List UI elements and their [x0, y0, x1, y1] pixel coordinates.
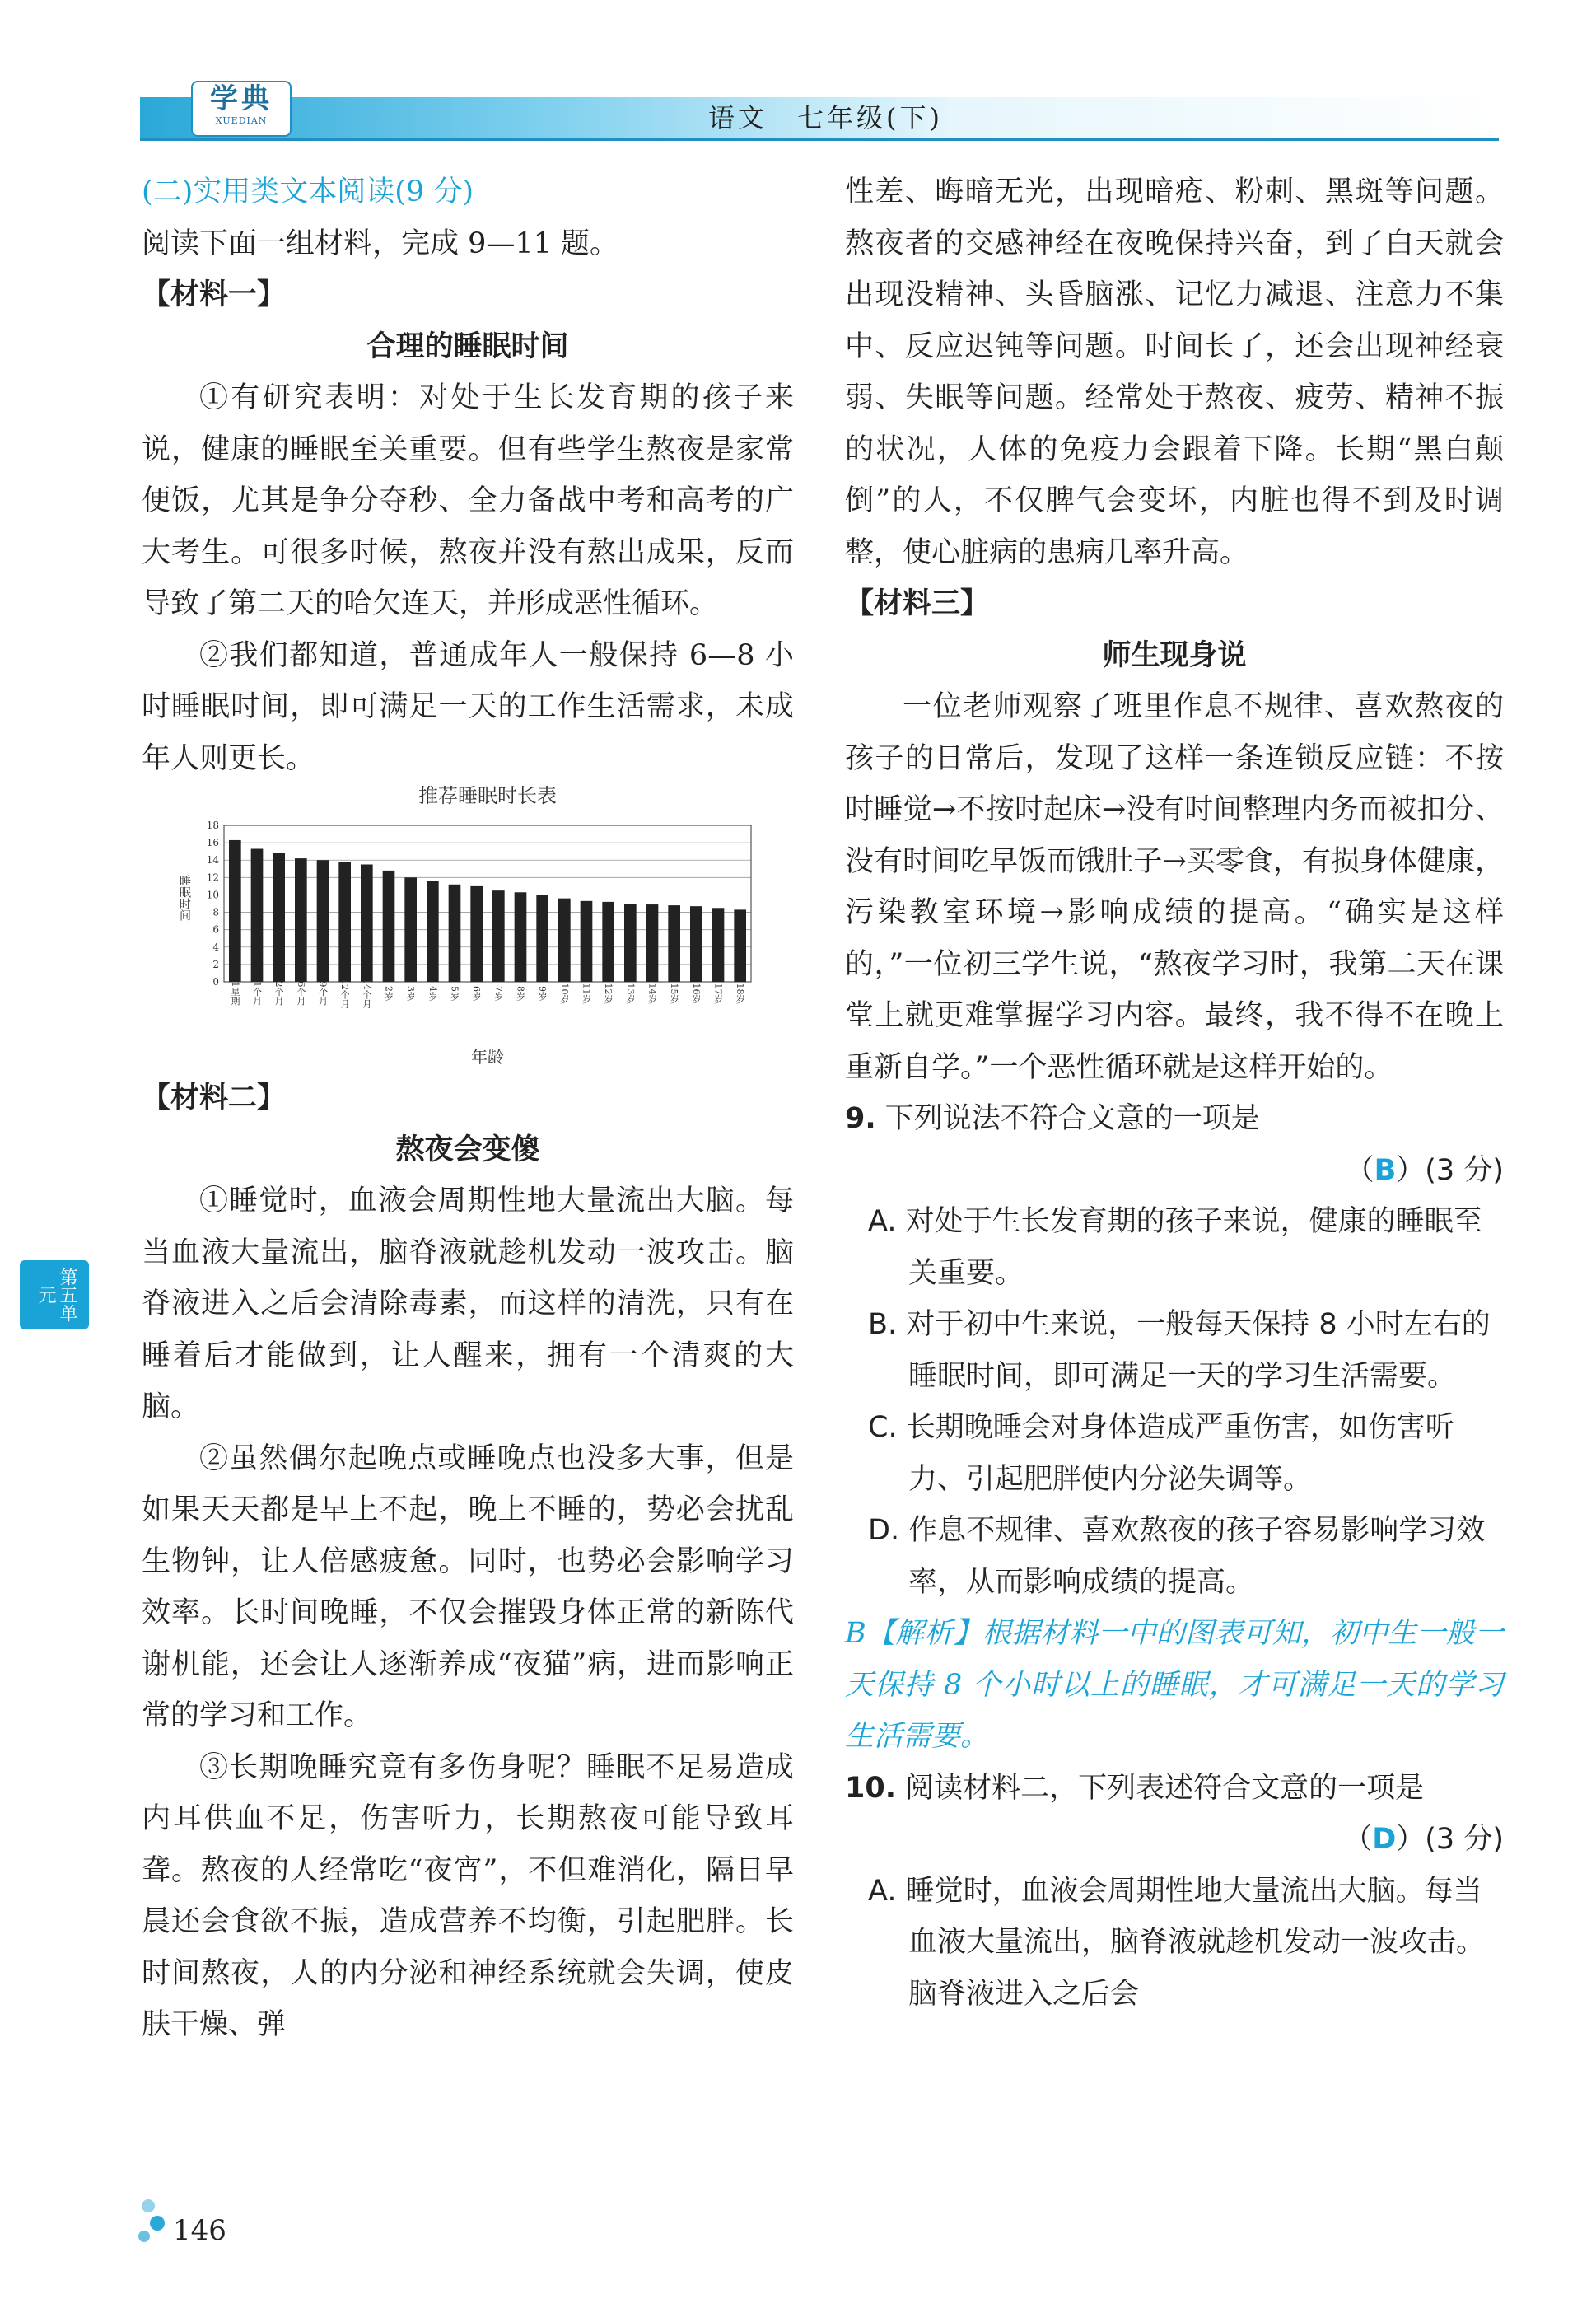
bar-1星期: [229, 840, 241, 982]
x-tick-label: 2岁: [383, 986, 394, 1001]
bar-3岁: [404, 877, 417, 982]
section-heading: (二)实用类文本阅读(9 分): [142, 175, 474, 208]
page-header-title: 语文 七年级(下): [708, 102, 943, 133]
left-column: [142, 166, 794, 2051]
x-tick-label: 18岁: [735, 983, 746, 1004]
question-9-answer-line: [845, 1145, 1504, 1197]
x-tick-label: 1个月: [251, 981, 263, 1006]
material-2-label: 【材料二】: [142, 1081, 287, 1114]
page-number: 146: [173, 2214, 226, 2247]
sleep-chart-svg: [142, 784, 794, 1072]
logo-subtext: XUEDIAN: [215, 115, 268, 126]
y-tick-label: 14: [206, 854, 219, 867]
y-tick-label: 16: [206, 837, 219, 849]
x-tick-label: 12岁: [603, 983, 614, 1004]
x-tick-label: 14个月: [361, 979, 372, 1008]
question-9-score: ）(3 分): [1396, 1153, 1504, 1187]
y-tick-label: 10: [206, 889, 219, 901]
bar-6岁: [470, 886, 483, 982]
unit-side-tab: 第五单元: [20, 1260, 89, 1329]
chart-title: 推荐睡眠时长表: [418, 784, 557, 807]
x-tick-label: 6岁: [471, 986, 483, 1001]
material-2-paragraph-1: ①睡觉时，血液会周期性地大量流出大脑。每当血液大量流出，脑脊液就趁机发动一波攻击。脑脊液进入之后会清除毒素，而这样的清洗，只有在睡着后才能做到，让人醒来，拥有一个清爽的大脑。: [142, 1184, 794, 1423]
question-10-number: 10.: [845, 1771, 897, 1805]
answer-paren-open: （: [1345, 1153, 1374, 1187]
question-9-option-a: A. 对处于生长发育期的孩子来说，健康的睡眠至关重要。: [868, 1205, 1482, 1290]
y-tick-label: 2: [212, 958, 219, 970]
material-1-paragraph-1: ①有研究表明：对处于生长发育期的孩子来说，健康的睡眠至关重要。但有些学生熬夜是家常便饭，尤其是争分夺秒、全力备战中考和高考的广大考生。可很多时候，熬夜并没有熬出成果，反而导致了第二天的哈欠连天，并形成恶性循环。: [142, 381, 794, 620]
x-tick-label: 13岁: [624, 983, 636, 1004]
bar-9个月: [317, 860, 329, 982]
y-tick-label: 6: [212, 923, 219, 936]
material-2-paragraph-3: ③长期晚睡究竟有多伤身呢？睡眠不足易造成内耳供血不足，伤害听力，长期熬夜可能导致耳聋。熬夜的人经常吃“夜宵”，不但难消化，隔日早晨还会食欲不振，造成营养不均衡，引起肥胖。长时间熬夜，人的内分泌和神经系统就会失调，使皮肤干燥、弹: [142, 1750, 794, 2041]
logo-text: 学典: [210, 82, 273, 115]
sleep-chart: [142, 784, 794, 1072]
x-tick-label: 3岁: [405, 986, 417, 1001]
bar-15岁: [668, 905, 680, 982]
question-10-option-a: A. 睡觉时，血液会周期性地大量流出大脑。每当血液大量流出，脑脊液就趁机发动一波攻击。脑脊液进入之后会: [868, 1874, 1486, 2011]
header-rule: [140, 138, 1499, 141]
x-tick-label: 10岁: [558, 983, 570, 1004]
y-tick-label: 12: [206, 871, 219, 884]
material-3-title: 师生现身说: [1102, 638, 1247, 672]
question-9-option-c: C. 长期晚睡会对身体造成严重伤害，如伤害听力、引起肥胖使内分泌失调等。: [868, 1411, 1454, 1496]
x-tick-label: 9个月: [317, 981, 329, 1006]
x-axis-label: 年龄: [471, 1047, 504, 1067]
material-1-paragraph-2: ②我们都知道，普通成年人一般保持 6—8 小时睡眠时间，即可满足一天的工作生活需求，未成年人则更长。: [142, 638, 794, 775]
material-3-label: 【材料三】: [845, 586, 990, 620]
x-tick-label: 8岁: [515, 986, 526, 1001]
bar-7岁: [492, 890, 505, 982]
material-2-title: 熬夜会变傻: [395, 1133, 540, 1166]
y-tick-label: 8: [212, 906, 219, 918]
material-2-continued: 性差、晦暗无光，出现暗疮、粉刺、黑斑等问题。熬夜者的交感神经在夜晚保持兴奋，到了白天就会出现没精神、头昏脑涨、记忆力减退、注意力不集中、反应迟钝等问题。时间长了，还会出现神经衰弱、失眠等问题。经常处于熬夜、疲劳、精神不振的状况，人体的免疫力会跟着下降。长期“黑白颠倒”的人，不仅脾气会变坏，内脏也得不到及时调整，使心脏病的患病几率升高。: [845, 175, 1504, 569]
bar-2个月: [273, 853, 285, 982]
answer-paren-open: （: [1343, 1823, 1373, 1856]
y-axis-label: 睡眠时间: [178, 875, 191, 921]
question-9-option-d: D. 作息不规律、喜欢熬夜的孩子容易影响学习效率，从而影响成绩的提高。: [868, 1514, 1486, 1599]
question-10-answer-line: [845, 1814, 1504, 1866]
material-1-title: 合理的睡眠时间: [366, 329, 569, 363]
bar-11岁: [581, 901, 593, 982]
bar-12岁: [602, 902, 614, 982]
x-tick-label: 1星期: [229, 981, 240, 1006]
question-10: [845, 1763, 1504, 1815]
question-9-number: 9.: [845, 1102, 876, 1135]
bar-18岁: [734, 909, 746, 982]
material-2-paragraph-2: ②虽然偶尔起晚点或睡晚点也没多大事，但是如果天天都是早上不起，晚上不睡的，势必会扰乱生物钟，让人倍感疲惫。同时，也势必会影响学习效率。长时间晚睡，不仅会摧毁身体正常的新陈代谢机能，还会让人逐渐养成“夜猫”病，进而影响正常的学习和工作。: [142, 1441, 794, 1732]
x-tick-label: 17岁: [712, 983, 724, 1004]
x-tick-label: 6个月: [295, 981, 306, 1006]
question-9-answer: B: [1374, 1153, 1397, 1187]
x-tick-label: 11岁: [581, 983, 592, 1004]
instruction: 阅读下面一组材料，完成 9—11 题。: [142, 227, 619, 260]
question-9-option-b: B. 对于初中生来说，一般每天保持 8 小时左右的睡眠时间，即可满足一天的学习生活需要。: [868, 1308, 1491, 1393]
brand-logo: [191, 81, 292, 137]
x-tick-label: 9岁: [537, 986, 548, 1001]
question-9: [845, 1093, 1504, 1145]
bar-12个月: [338, 862, 351, 982]
material-1-label: 【材料一】: [142, 278, 287, 311]
x-tick-label: 15岁: [669, 983, 680, 1004]
right-column: [845, 166, 1504, 2020]
bar-14岁: [646, 904, 659, 982]
bar-8岁: [515, 892, 527, 982]
material-3-paragraph-1: 一位老师观察了班里作息不规律、喜欢熬夜的孩子的日常后，发现了这样一条连锁反应链：不按时睡觉→不按时起床→没有时间整理内务而被扣分、没有时间吃早饭而饿肚子→买零食，有损身体健康，污染教室环境→影响成绩的提高。“确实是这样的，”一位初三学生说，“熬夜学习时，我第二天在课堂上就更难掌握学习内容。最终，我不得不在晚上重新自学。”一个恶性循环就是这样开始的。: [845, 690, 1504, 1084]
y-tick-label: 0: [212, 976, 219, 988]
bar-6个月: [295, 858, 307, 982]
x-tick-label: 4岁: [427, 986, 438, 1001]
bar-5岁: [449, 885, 461, 982]
bar-16岁: [690, 906, 702, 982]
y-tick-label: 18: [206, 820, 219, 831]
bar-13岁: [624, 904, 637, 982]
y-tick-label: 4: [212, 941, 219, 953]
bar-9岁: [536, 895, 548, 982]
bar-10岁: [558, 899, 571, 982]
question-10-score: ）(3 分): [1396, 1823, 1504, 1856]
x-tick-label: 5岁: [449, 986, 460, 1001]
question-10-text: 阅读材料二，下列表述符合文意的一项是: [905, 1771, 1425, 1805]
x-tick-label: 12个月: [339, 979, 351, 1008]
question-9-text: 下列说法不符合文意的一项是: [884, 1102, 1260, 1135]
bar-1个月: [251, 849, 264, 983]
question-10-answer: D: [1372, 1823, 1397, 1856]
bar-17岁: [712, 908, 725, 982]
bar-2岁: [383, 871, 395, 982]
x-tick-label: 16岁: [690, 983, 702, 1004]
x-tick-label: 14岁: [646, 983, 658, 1004]
bar-4岁: [427, 881, 439, 982]
x-tick-label: 2个月: [273, 981, 285, 1006]
x-tick-label: 7岁: [492, 986, 504, 1001]
bar-14个月: [361, 865, 373, 983]
question-9-analysis: B【解析】根据材料一中的图表可知，初中生一般一天保持 8 个小时以上的睡眠，才可满足一天的学习生活需要。: [845, 1617, 1504, 1753]
